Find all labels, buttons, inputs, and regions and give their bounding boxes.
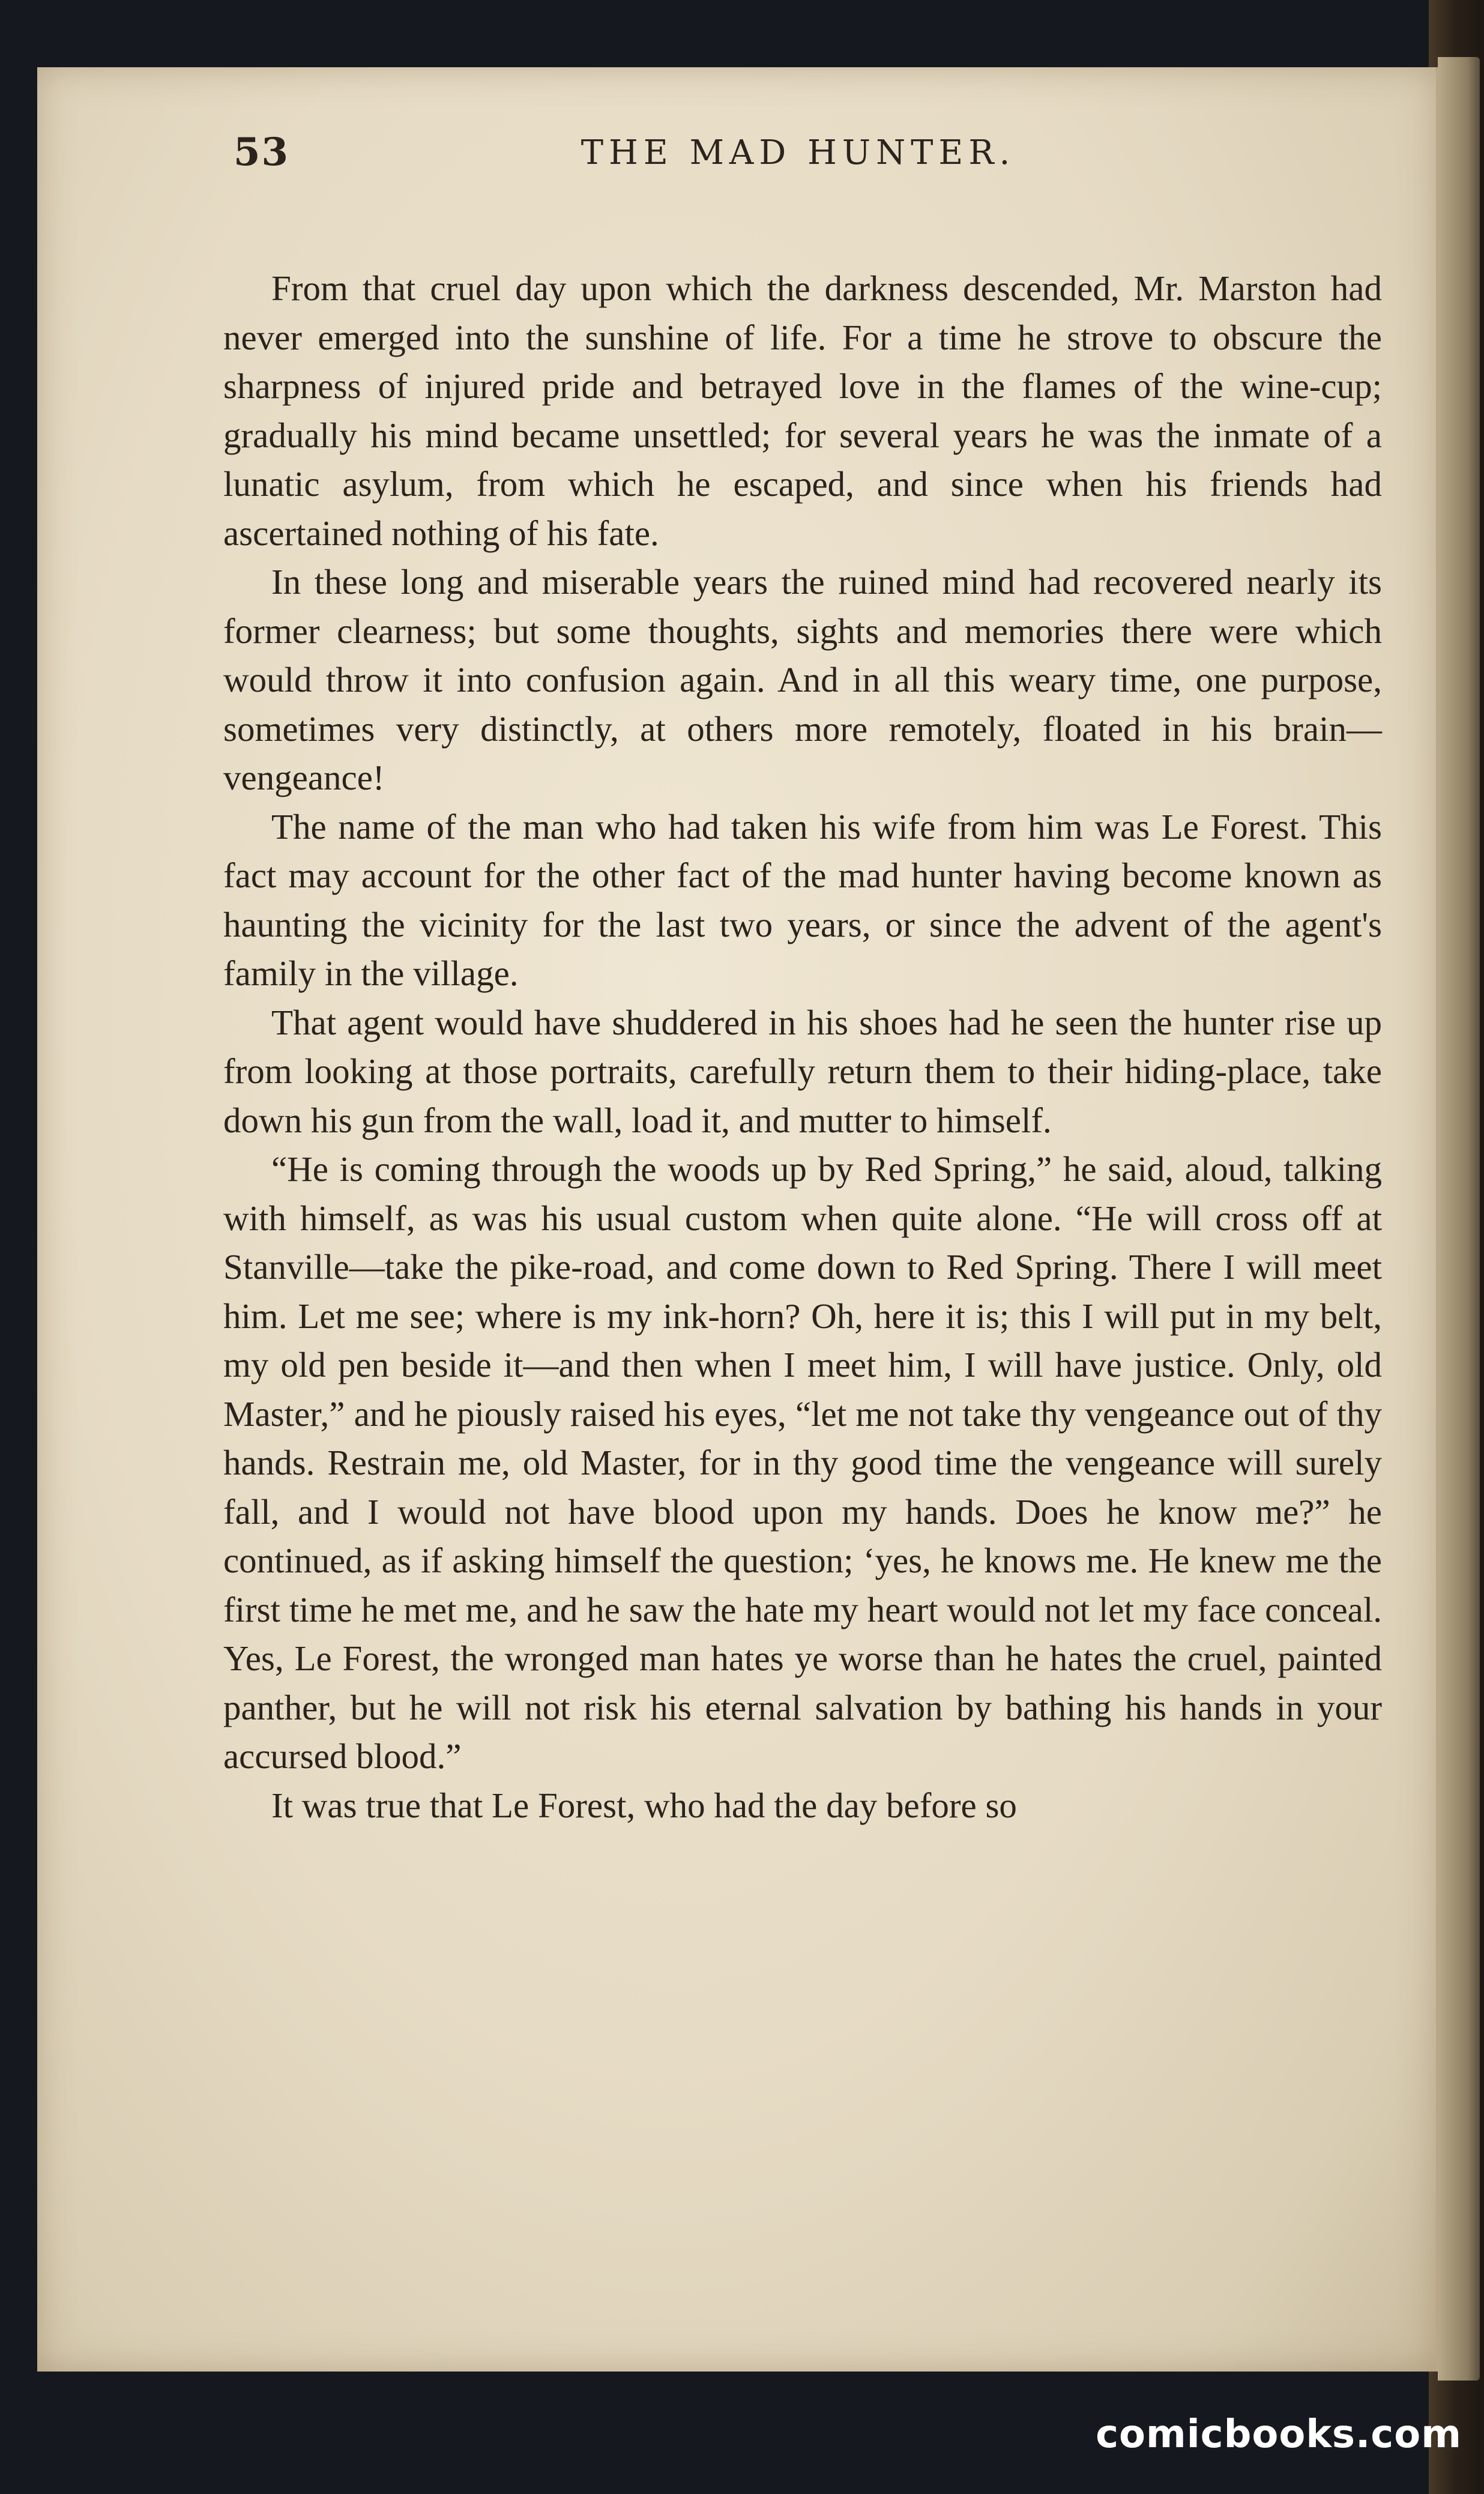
paragraph: The name of the man who had taken his wife from him was Le Forest. This fact may account for the other fact of the mad hunter having become known as haunting the vicinity for the last two years, or since the advent of the agent's family in the village. <box>223 806 1382 993</box>
running-title: THE MAD HUNTER. <box>581 133 1016 172</box>
paragraph: In these long and miserable years the ruined mind had recovered nearly its former clearness; but some thoughts, sights and memories there were which would throw it into confusion again. And in all this weary time, one purpose, sometimes very distinctly, at others more remotely, floated in his brain—vengeance! <box>223 562 1382 797</box>
site-watermark: comicbooks.com <box>1096 2412 1462 2457</box>
page-header <box>196 127 1400 181</box>
paragraph: “He is coming through the woods up by Red Spring,” he said, aloud, talking with himself, as was his usual custom when quite alone. “He will cross off at Stanville—take the pike-road, and come down to Red Spring. There I will meet him. Let me see; where is my ink-horn? Oh, here it is; this I will put in my belt, my old pen beside it—and then when I meet him, I will have justice. Only, old Master,” and he piously raised his eyes, “let me not take thy vengeance out of thy hands. Restrain me, old Master, for in thy good time the vengeance will surely fall, and I would not have blood upon my hands. Does he know me?” he continued, as if asking himself the question; ‘yes, he knows me. He knew me the first time he met me, and he saw the hate my heart would not let my face conceal. Yes, Le Forest, the wronged man hates ye worse than he hates the cruel, painted panther, but he will not risk his eternal salvation by bathing his hands in your accursed blood.” <box>223 1149 1382 1776</box>
paragraph: That agent would have shuddered in his shoes had he seen the hunter rise up from looking at those portraits, carefully return them to their hiding-place, take down his gun from the wall, load it, and mutter to himself. <box>223 1002 1382 1140</box>
body-text <box>223 264 1382 1830</box>
facing-page-edge <box>1438 57 1480 2381</box>
paragraph: From that cruel day upon which the darkness descended, Mr. Marston had never emerged into the sunshine of life. For a time he strove to obscure the sharpness of injured pride and betrayed love in the flames of the wine-cup; gradually his mind became unsettled; for several years he was the inmate of a lunatic asylum, from which he escaped, and since when his friends had ascertained nothing of his fate. <box>223 268 1382 553</box>
paragraph: It was true that Le Forest, who had the day before so <box>271 1785 1017 1825</box>
page-number: 53 <box>234 130 290 175</box>
